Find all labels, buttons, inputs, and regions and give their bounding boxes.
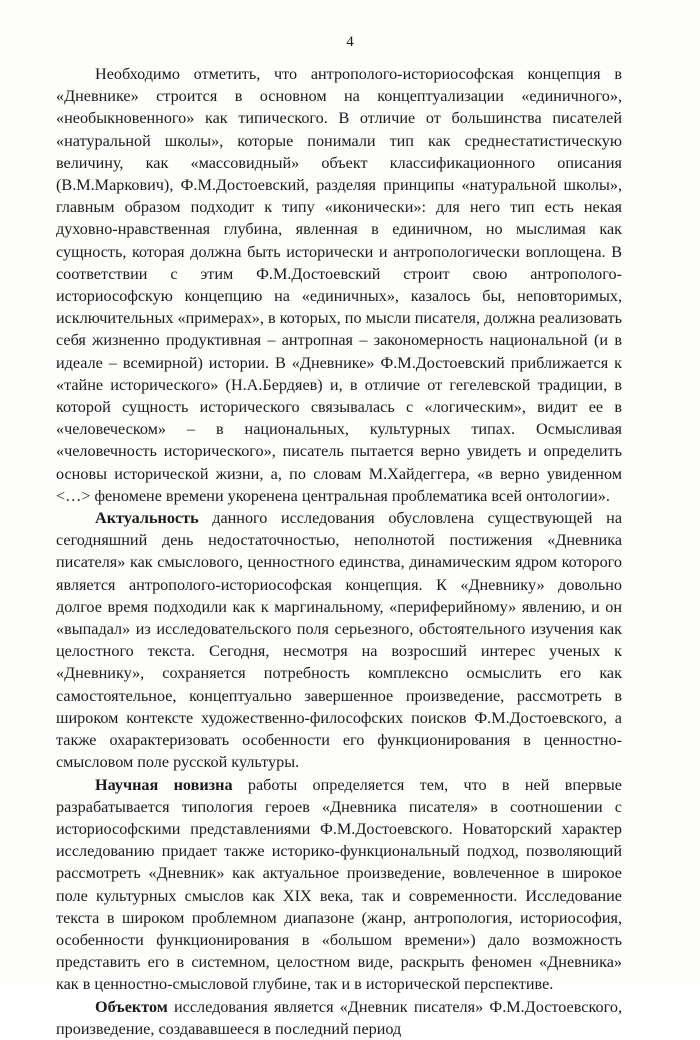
paragraph-novelty-heading: Научная новизна bbox=[95, 775, 233, 794]
paragraph-object-text: исследования является «Дневник писателя» Ф.М.Достоевского, произведение, создававшееся в последний период bbox=[56, 997, 622, 1038]
paragraph-intro-text: Необходимо отметить, что антрополого-историософская концепция в «Дневнике» строится в основном на концептуализации «единичного», «необыкновенного» как типического. В отличие от большинства писателей «натуральной школы», которые понимали тип как среднестатистическую величину, как «массовидный» объект классификационного описания (В.М.Маркович), Ф.М.Достоевский, разделяя принципы «натуральной школы», главным образом подходит к типу «иконически»: для него тип есть некая духовно-нравственная глубина, явленная в единичном, но мыслимая как сущность, которая должна быть исторически и антропологически воплощена. В соответствии с этим Ф.М.Достоевский строит свою антрополого-историософскую концепцию на «единичных», казалось бы, неповторимых, исключительных «примерах», в которых, по мысли писателя, должна реализовать себя жизненно продуктивная – антропная – закономерность национальной (и в идеале – всемирной) истории. В «Дневнике» Ф.М.Достоевский приближается к «тайне исторического» (Н.А.Бердяев) и, в отличие от гегелевской традиции, в которой сущность исторического связывалась с «логическим», видит ее в «человеческом» – в национальных, культурных типах. Осмысливая «человечность исторического», писатель пытается верно увидеть и определить основы исторической жизни, а, по словам М.Хайдеггера, «в верно увиденном <…> феномене времени укоренена центральная проблематика всей онтологии». bbox=[56, 65, 622, 505]
paragraph-novelty bbox=[56, 774, 622, 996]
paragraph-relevance bbox=[56, 507, 622, 773]
paragraph-object bbox=[56, 996, 622, 1040]
body-text bbox=[56, 63, 622, 1040]
paragraph-object-heading: Объектом bbox=[95, 997, 168, 1016]
paragraph-relevance-text: данного исследования обусловлена существующей на сегодняшний день недостаточностью, неполнотой постижения «Дневника писателя» как смыслового, ценностного единства, динамическим ядром которого является антрополого-историософская концепция. К «Дневнику» довольно долгое время подходили как к маргинальному, «периферийному» явлению, и он «выпадал» из исследовательского поля серьезного, обстоятельного изучения как целостного текста. Сегодня, несмотря на возросший интерес ученых к «Дневнику», сохраняется потребность комплексно осмыслить его как самостоятельное, концептуально завершенное произведение, рассмотреть в широком контексте художественно-философских поисков Ф.М.Достоевского, а также охарактеризовать особенности его функционирования в ценностно-смысловом поле русской культуры. bbox=[56, 509, 622, 772]
page-number: 4 bbox=[346, 34, 354, 50]
paragraph-intro bbox=[56, 63, 622, 507]
paragraph-novelty-text: работы определяется тем, что в ней впервые разрабатывается типология героев «Дневника писателя» в соотношении с историософскими представлениями Ф.М.Достоевского. Новаторский характер исследованию придает также историко-функциональный подход, позволяющий рассмотреть «Дневник» как актуальное произведение, вовлеченное в широкое поле культурных смыслов как XIX века, так и современности. Исследование текста в широком проблемном диапазоне (жанр, антропология, историософия, особенности функционирования в «большом времени») дало возможность представить его в системном, целостном виде, раскрыть феномен «Дневника» как в ценностно-смысловой глубине, так и в исторической перспективе. bbox=[56, 775, 622, 994]
paragraph-relevance-heading: Актуальность bbox=[95, 509, 199, 528]
